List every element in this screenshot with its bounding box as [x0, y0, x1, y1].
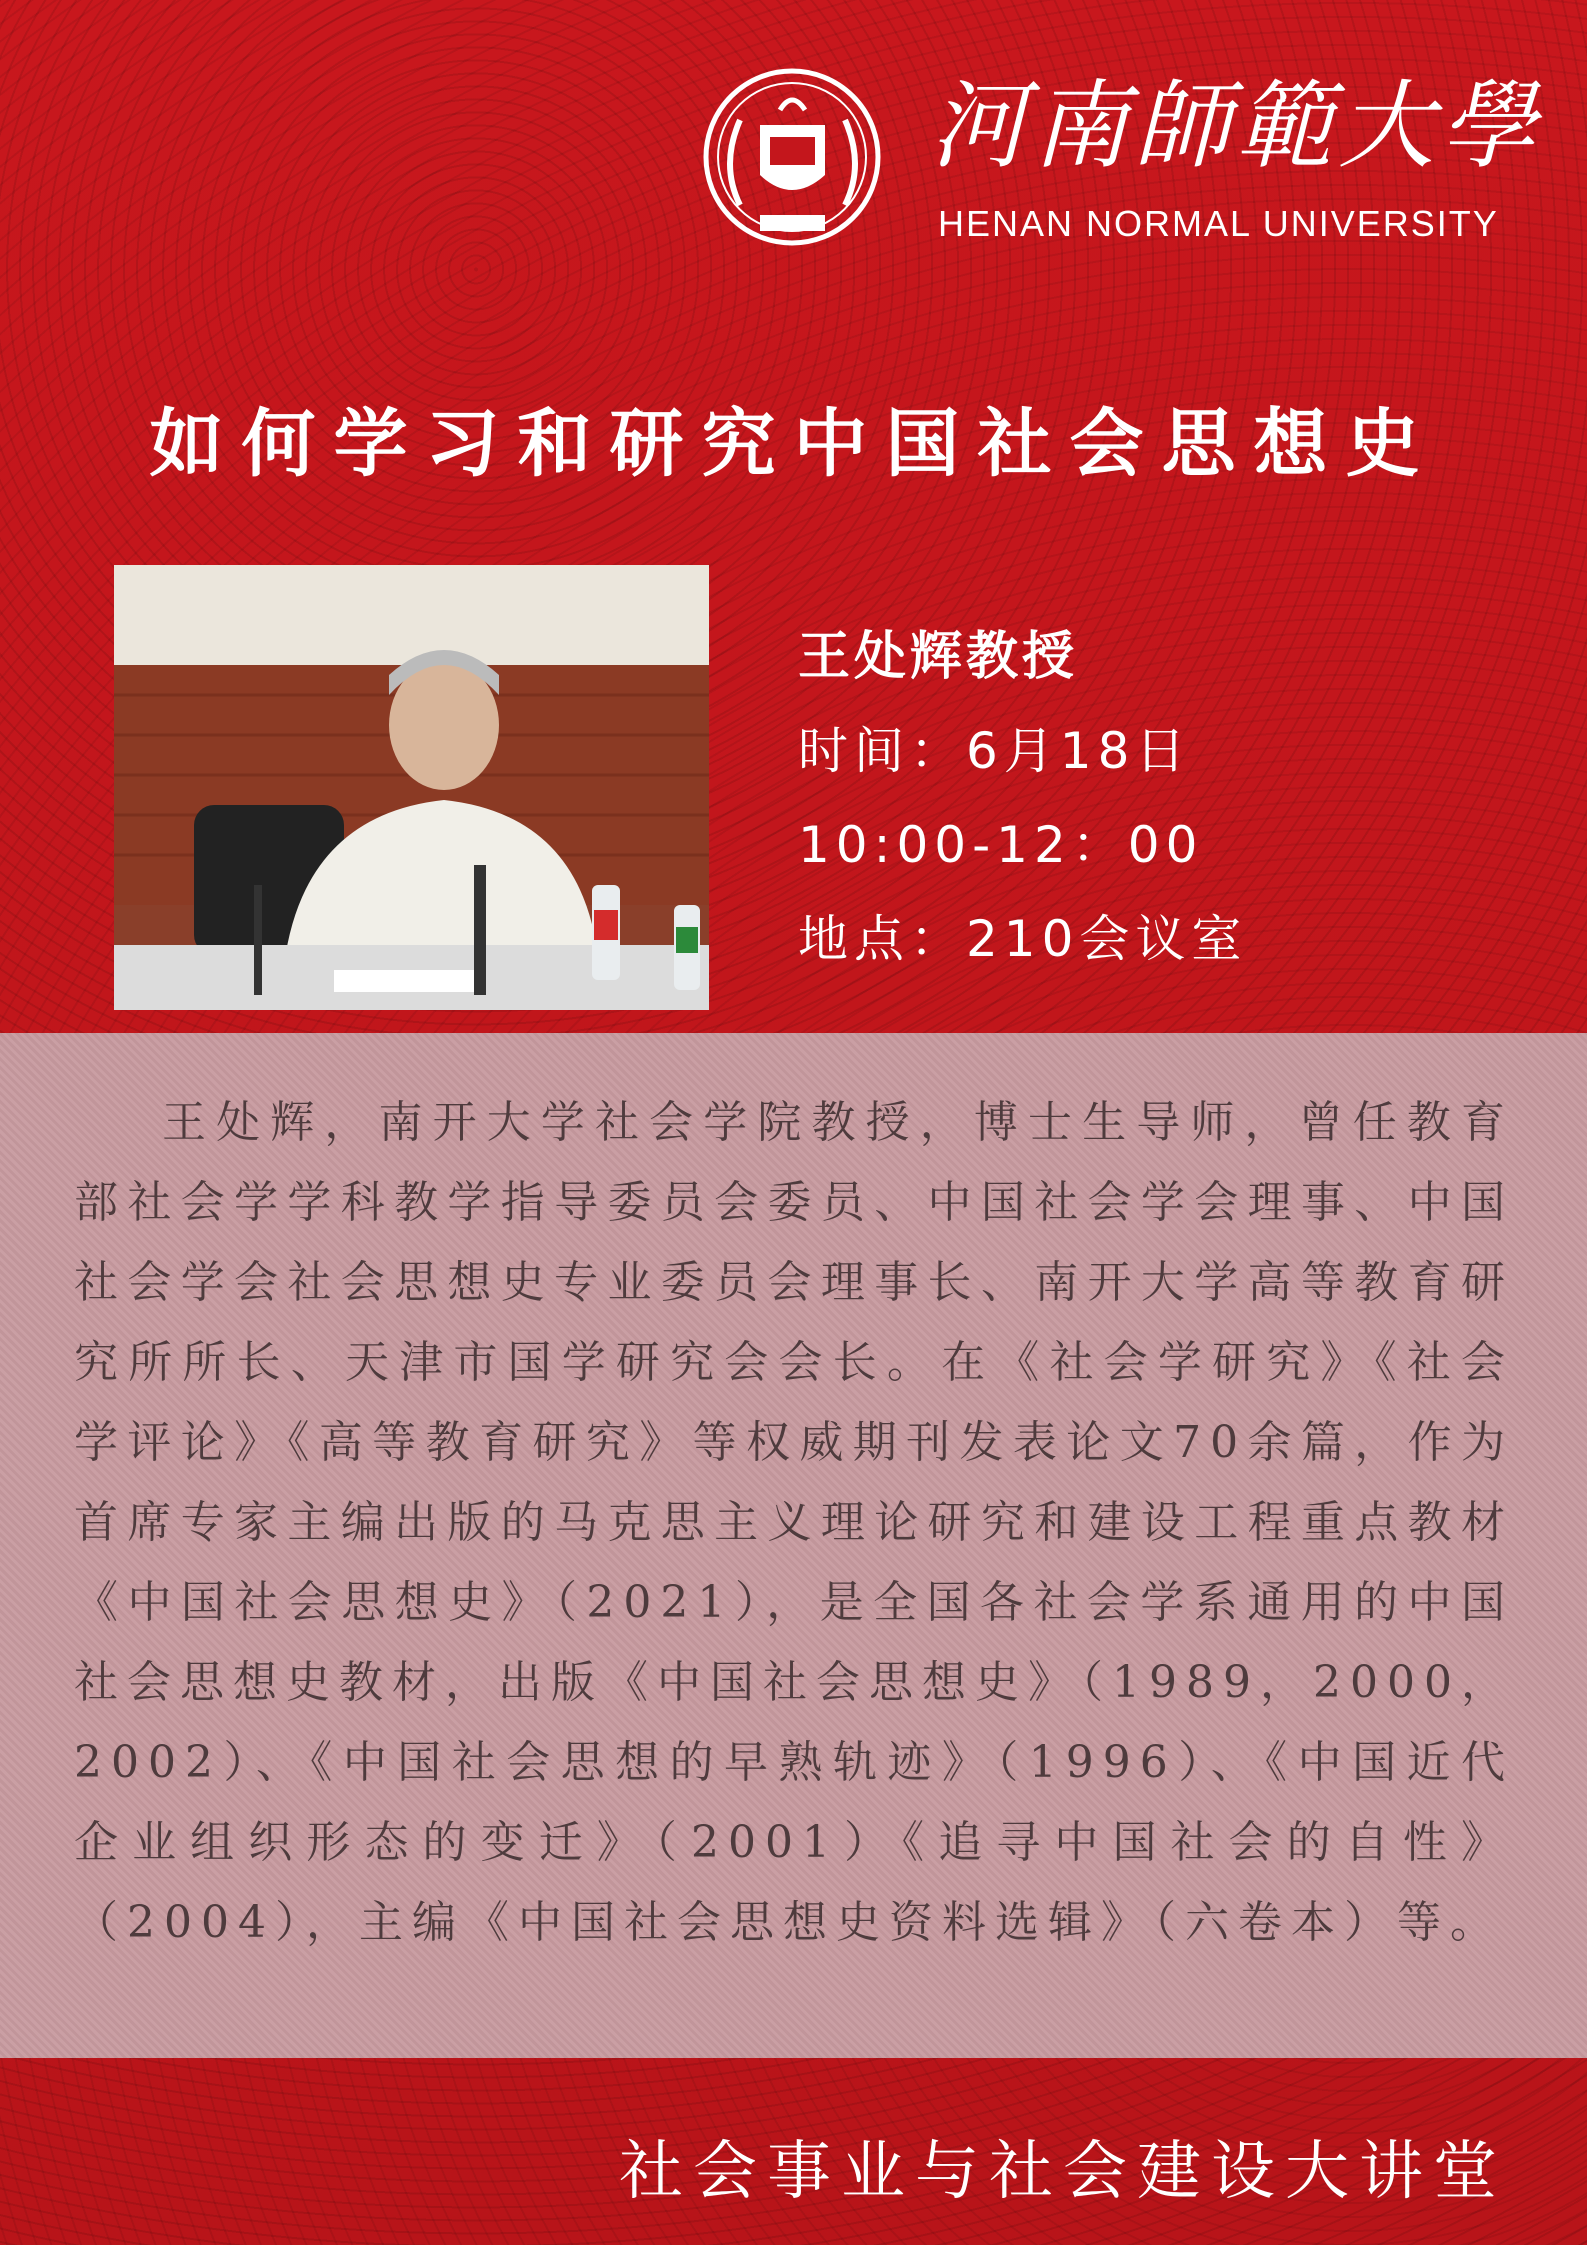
- university-header: [700, 60, 1560, 260]
- lecture-series-name: 社会事业与社会建设大讲堂: [619, 2135, 1507, 2209]
- speaker-name: 王处辉教授: [798, 626, 1079, 687]
- lecture-title: 如何学习和研究中国社会思想史: [149, 401, 1438, 487]
- university-name-cn: 河南師範大學: [930, 70, 1542, 182]
- lecture-hours: 10:00-12：00: [798, 816, 1204, 874]
- lecture-location: 地点：210会议室: [798, 910, 1248, 968]
- bio-panel: [0, 1033, 1587, 2058]
- university-emblem-icon: [700, 65, 885, 250]
- lecture-date: 时间：6月18日: [798, 722, 1192, 780]
- speaker-bio: 王处辉，南开大学社会学院教授，博士生导师，曾任教育部社会学学科教学指导委员会委员、中国社会学会理事、中国社会学会社会思想史专业委员会理事长、南开大学高等教育研究所所长、天津市国学研究会会长。在《社会学研究》《社会学评论》《高等教育研究》等权威期刊发表论文70余篇，作为首席专家主编出版的马克思主义理论研究和建设工程重点教材《中国社会思想史》（2021），是全国各社会学系通用的中国社会思想史教材，出版《中国社会思想史》（1989，2000，2002）、《中国社会思想的早熟轨迹》（1996）、《中国近代企业组织形态的变迁》（2001）《追寻中国社会的自性》（2004），主编《中国社会思想史资料选辑》（六卷本）等。: [74, 1097, 1514, 1948]
- speaker-info: [798, 625, 1498, 1001]
- speaker-photo: [114, 565, 709, 1010]
- university-name-en: HENAN NORMAL UNIVERSITY: [938, 203, 1499, 244]
